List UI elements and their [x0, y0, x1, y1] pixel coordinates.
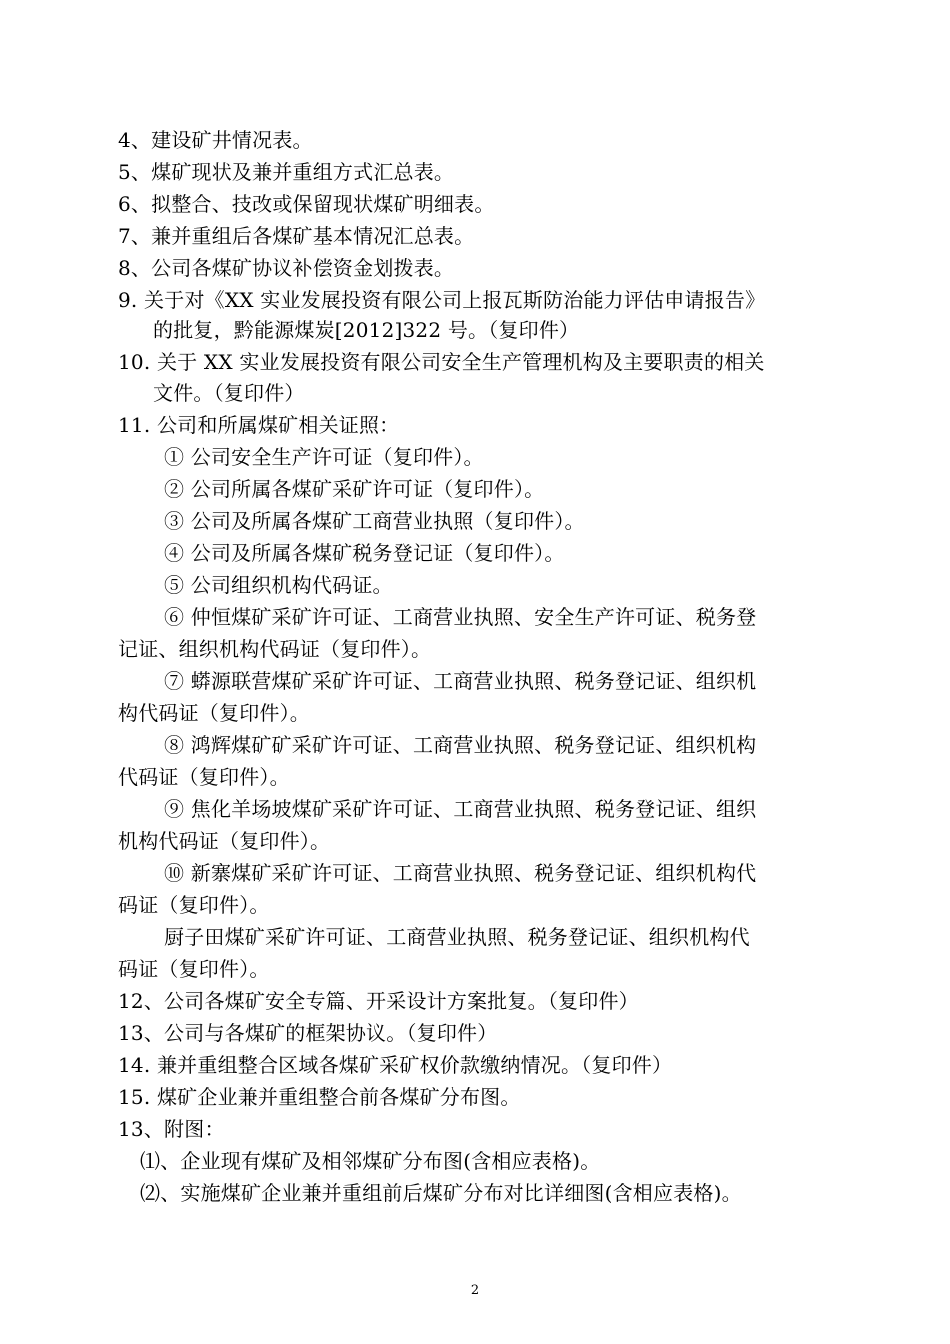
list-item: 5、煤矿现状及兼并重组方式汇总表。 — [118, 160, 455, 184]
sub-item-continuation: 码证（复印件）。 — [118, 957, 270, 981]
list-item: 13、附图： — [118, 1117, 225, 1141]
sub-item: ⑩ 新寨煤矿采矿许可证、工商营业执照、税务登记证、组织机构代 — [164, 861, 757, 885]
sub-item-continuation: 代码证（复印件）。 — [118, 765, 290, 789]
sub-item: 厨子田煤矿采矿许可证、工商营业执照、税务登记证、组织机构代 — [164, 925, 750, 949]
list-item: 12、公司各煤矿安全专篇、开采设计方案批复。（复印件） — [118, 989, 639, 1013]
list-item: 4、建设矿井情况表。 — [118, 128, 313, 152]
list-item: 8、公司各煤矿协议补偿资金划拨表。 — [118, 256, 455, 280]
sub-item: ② 公司所属各煤矿采矿许可证（复印件）。 — [164, 477, 545, 501]
page-number: 2 — [470, 1283, 480, 1298]
sub-item: ⑤ 公司组织机构代码证。 — [164, 573, 393, 597]
sub-item: ⑴、企业现有煤矿及相邻煤矿分布图(含相应表格)。 — [140, 1149, 601, 1173]
list-item-continuation: 的批复，黔能源煤炭[2012]322 号。（复印件） — [153, 318, 580, 342]
sub-item: ① 公司安全生产许可证（复印件）。 — [164, 445, 484, 469]
sub-item-continuation: 构代码证（复印件）。 — [118, 701, 310, 725]
list-item: 6、拟整合、技改或保留现状煤矿明细表。 — [118, 192, 495, 216]
list-item: 7、兼并重组后各煤矿基本情况汇总表。 — [118, 224, 475, 248]
sub-item: ④ 公司及所属各煤矿税务登记证（复印件）。 — [164, 541, 565, 565]
sub-item: ③ 公司及所属各煤矿工商营业执照（复印件）。 — [164, 509, 585, 533]
sub-item: ⑵、实施煤矿企业兼并重组前后煤矿分布对比详细图(含相应表格)。 — [140, 1181, 742, 1205]
list-item: 15. 煤矿企业兼并重组整合前各煤矿分布图。 — [118, 1085, 521, 1109]
list-item: 14. 兼并重组整合区域各煤矿采矿权价款缴纳情况。（复印件） — [118, 1053, 673, 1077]
list-item-continuation: 文件。（复印件） — [153, 381, 305, 405]
sub-item: ⑨ 焦化羊场坡煤矿采矿许可证、工商营业执照、税务登记证、组织 — [164, 797, 757, 821]
sub-item: ⑦ 蟒源联营煤矿采矿许可证、工商营业执照、税务登记证、组织机 — [164, 669, 757, 693]
sub-item: ⑥ 仲恒煤矿采矿许可证、工商营业执照、安全生产许可证、税务登 — [164, 605, 757, 629]
sub-item: ⑧ 鸿辉煤矿矿采矿许可证、工商营业执照、税务登记证、组织机构 — [164, 733, 757, 757]
sub-item-continuation: 码证（复印件）。 — [118, 893, 270, 917]
list-item: 13、公司与各煤矿的框架协议。（复印件） — [118, 1021, 498, 1045]
sub-item-continuation: 机构代码证（复印件）。 — [118, 829, 331, 853]
sub-item-continuation: 记证、组织机构代码证（复印件）。 — [118, 637, 432, 661]
list-item: 9. 关于对《XX 实业发展投资有限公司上报瓦斯防治能力评估申请报告》 — [118, 288, 766, 312]
list-item: 11. 公司和所属煤矿相关证照： — [118, 413, 400, 437]
list-item: 10. 关于 XX 实业发展投资有限公司安全生产管理机构及主要职责的相关 — [118, 350, 765, 374]
